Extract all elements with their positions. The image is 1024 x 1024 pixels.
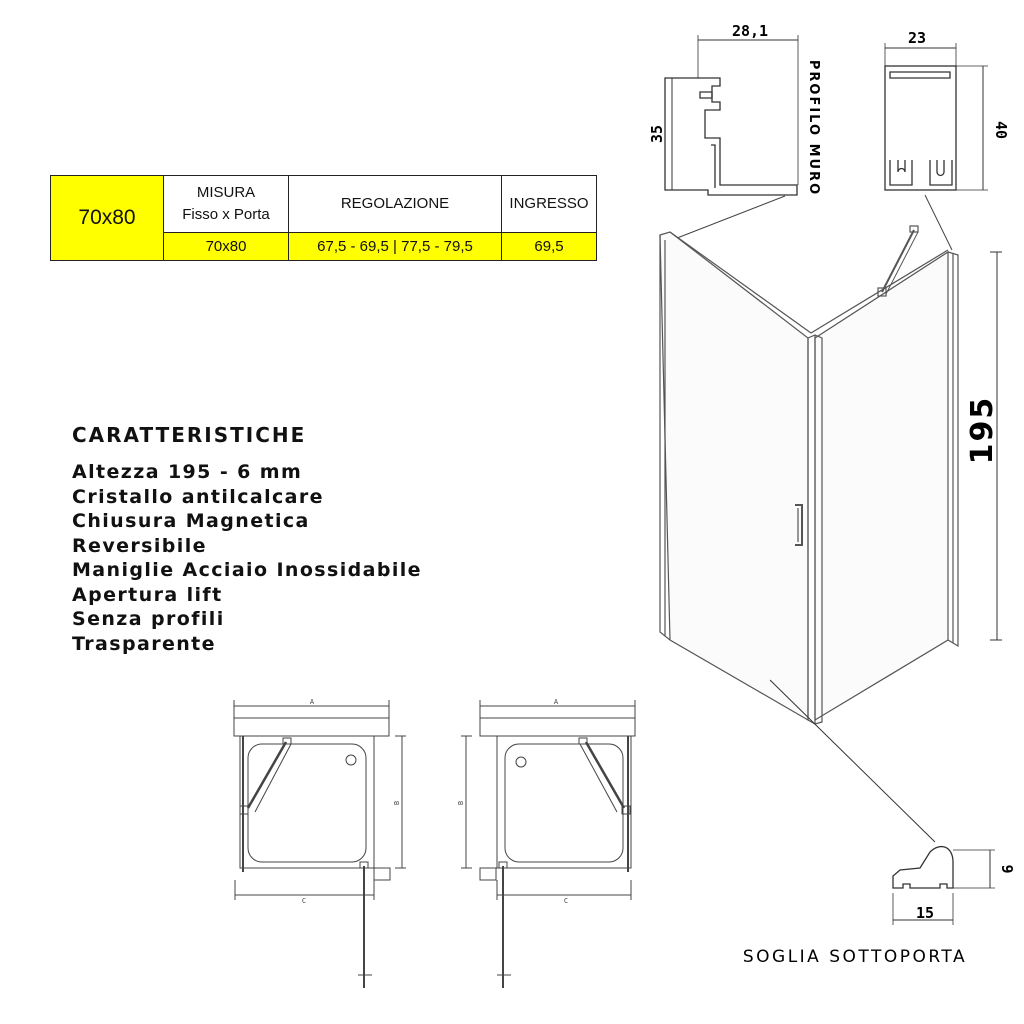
right-profile-height: 40 [992,120,1010,140]
shower-cabin-drawing [660,226,958,842]
header-regolazione: REGOLAZIONE [289,176,502,233]
threshold-height: 9 [998,864,1016,874]
wall-profile-height: 35 [648,124,666,144]
plan-left-dim-a: A [309,698,315,706]
value-regolazione: 67,5 - 69,5 | 77,5 - 79,5 [289,232,502,260]
char-item: Apertura lift [72,583,223,606]
char-item: Cristallo antilcalcare [72,485,324,508]
char-item: Senza profili [72,608,225,630]
plan-right-dim-b: B [457,800,465,806]
size-main-cell: 70x80 [51,176,164,261]
wall-profile-width: 28,1 [731,22,769,40]
plan-right-dim-a: A [553,698,559,706]
plan-view-right [461,700,635,988]
threshold-width: 15 [915,904,935,922]
right-profile-drawing [885,43,988,190]
char-item: Maniglie Acciaio Inossidabile [72,559,422,581]
plan-right-dim-c: C [563,897,569,905]
char-item: Altezza 195 - 6 mm [72,461,303,483]
char-item: Chiusura Magnetica [72,510,310,532]
header-ingresso: INGRESSO [502,176,597,233]
characteristics-title: CARATTERISTICHE [72,423,307,447]
char-item: Trasparente [72,632,216,655]
header-misura-line2: Fisso x Porta [182,205,270,223]
plan-left-dim-c: C [301,897,307,905]
threshold-drawing [893,847,995,925]
value-misura: 70x80 [164,232,289,260]
wall-profile-drawing [665,35,798,195]
value-ingresso: 69,5 [502,232,597,260]
right-profile-width: 23 [907,29,927,47]
char-item: Reversibile [72,534,207,557]
header-misura-line1: MISURA [196,183,256,201]
cabin-height-label: 195 [965,395,1000,465]
plan-view-left [234,700,406,988]
threshold-label: SOGLIA SOTTOPORTA [742,947,968,967]
wall-profile-label: PROFILO MURO [806,59,821,197]
plan-left-dim-b: B [393,800,401,806]
